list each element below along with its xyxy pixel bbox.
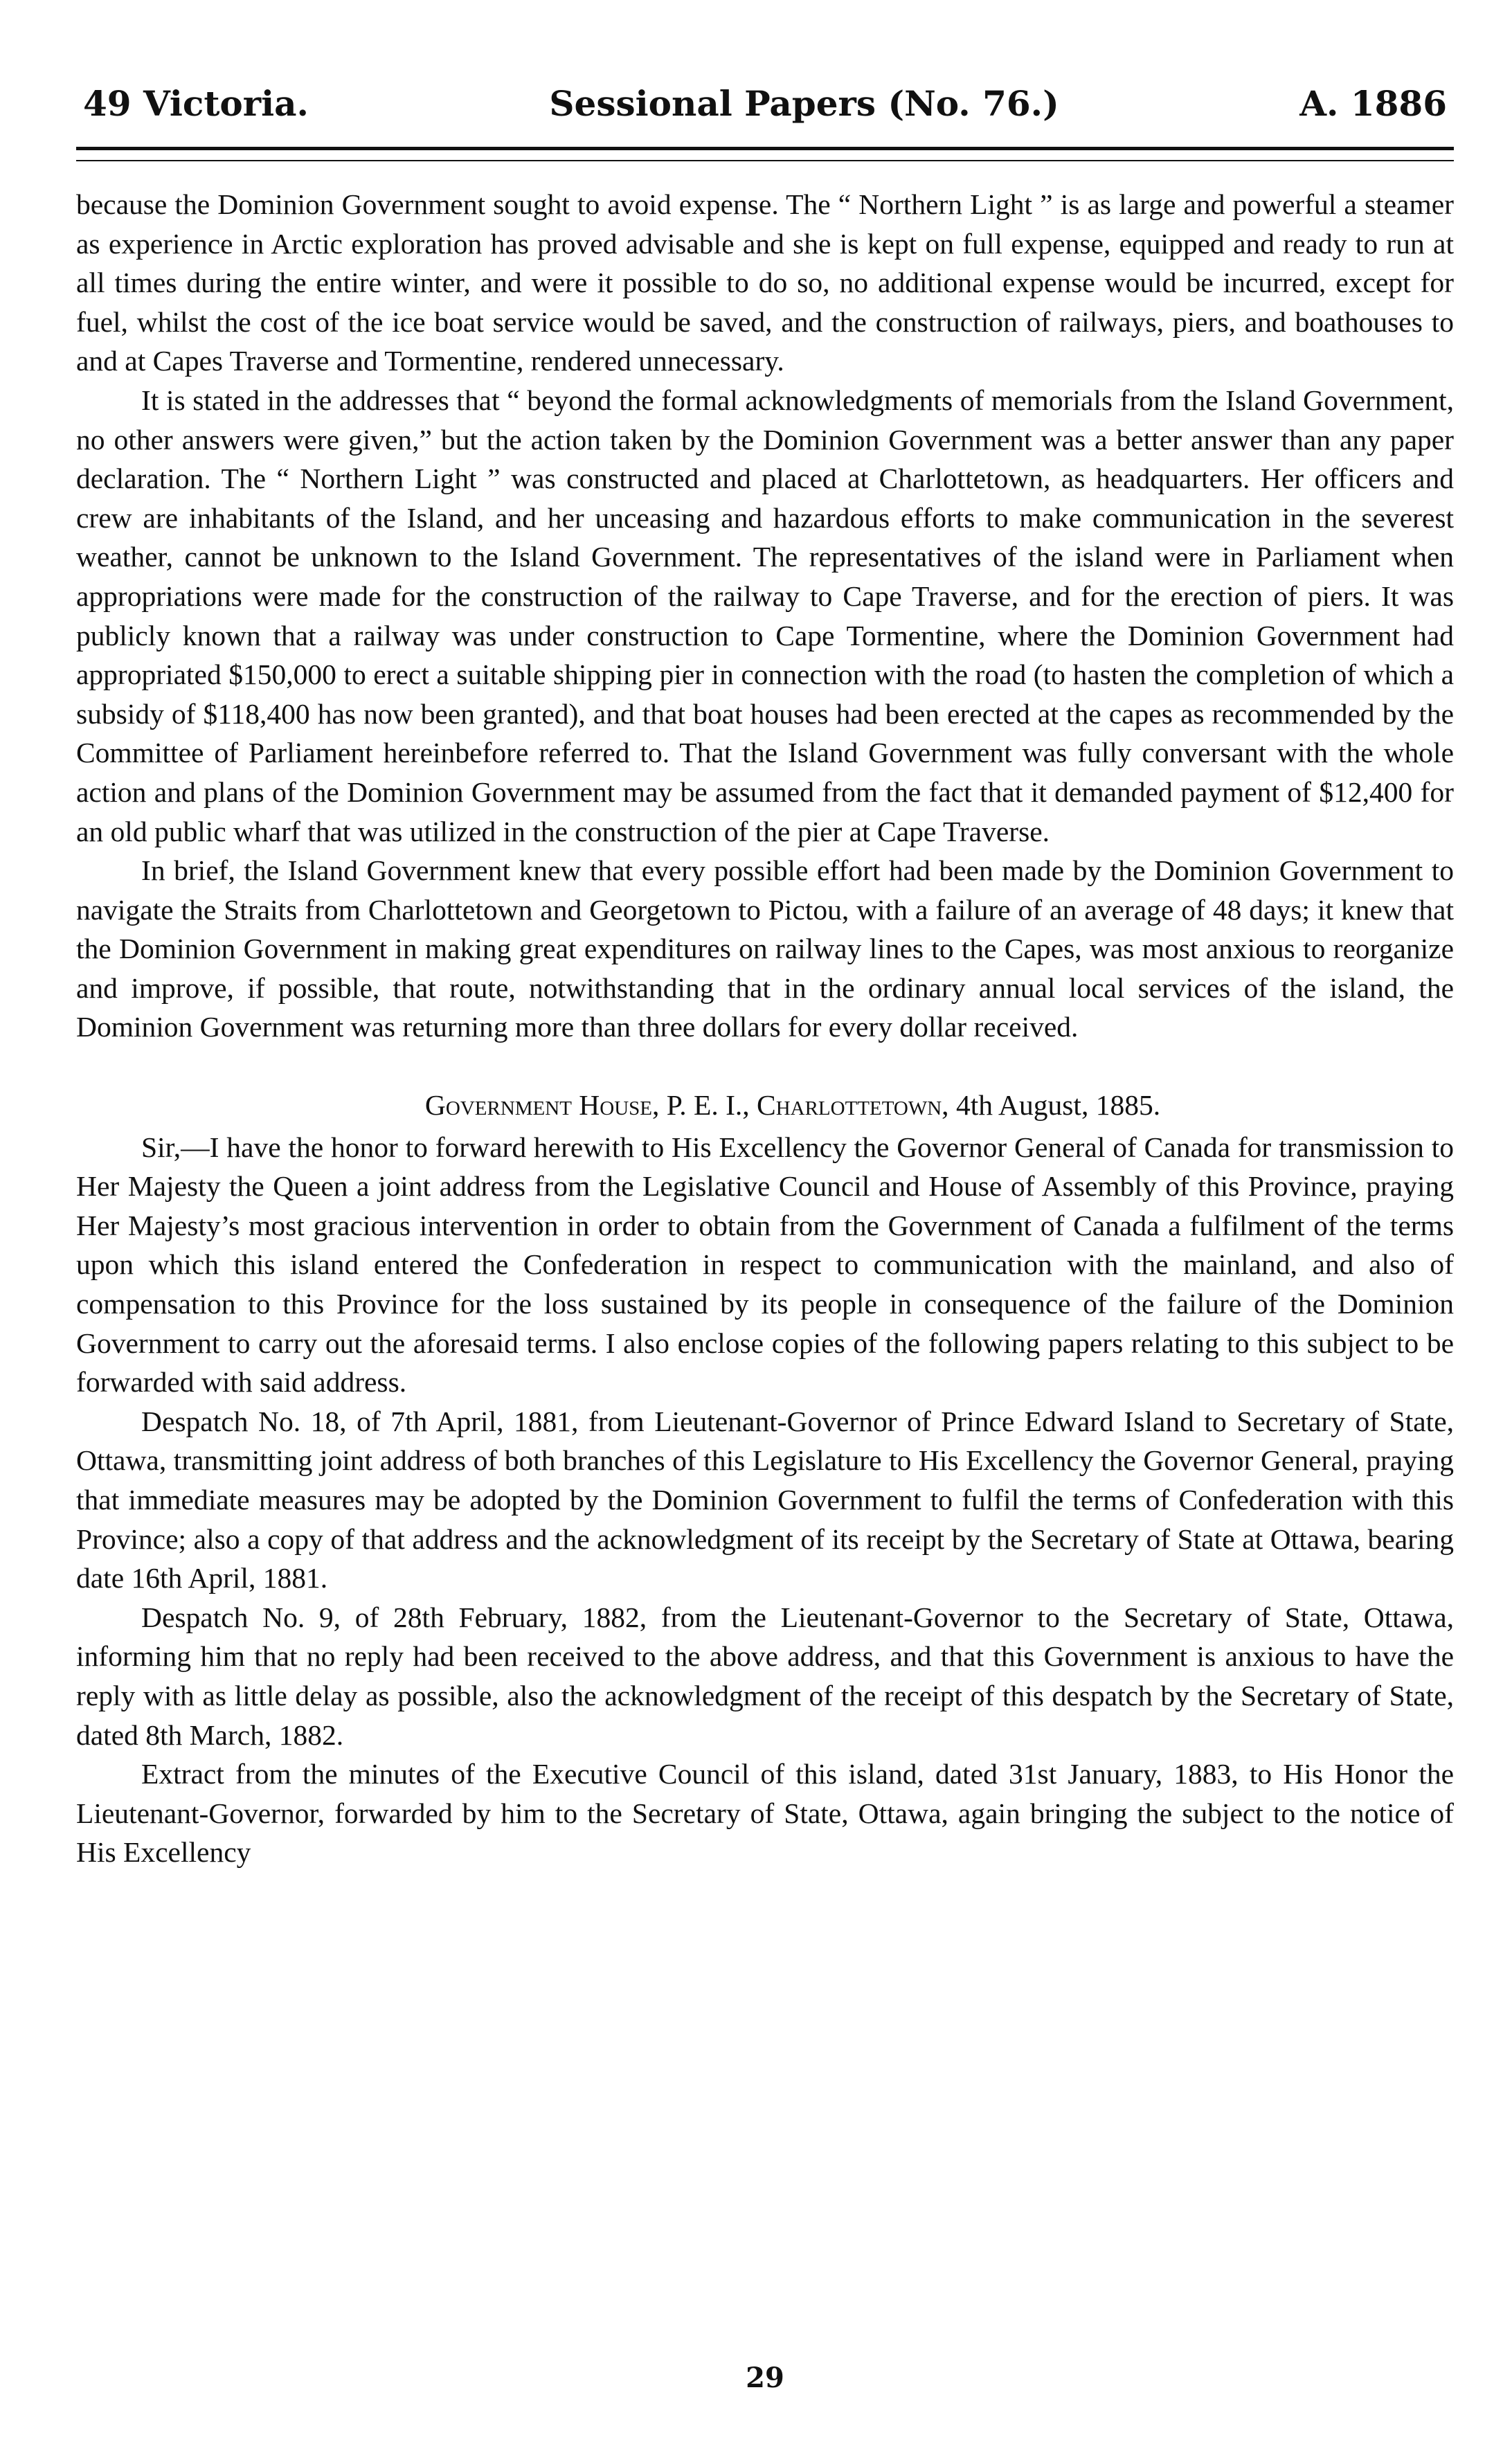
paragraph: It is stated in the addresses that “ beyond the formal acknowledgments of memorials from the Island Government, no other answers were given,” but the action taken by the Dominion Government was a better answer than any paper declaration. The “ Northern Light ” was constructed and placed at Charlottetown, as headquarters. Her officers and crew are inhabitants of the Island, and her unceasing and hazardous efforts to make communication in the severest weather, cannot be unknown to the Island Government. The representatives of the island were in Parliament when appropriations were made for the construction of the railway to Cape Traverse, and for the erection of piers. It was publicly known that a railway was under construction to Cape Tormentine, where the Dominion Government had appropriated $150,000 to erect a suitable shipping pier in connection with the road (to hasten the completion of which a subsidy of $118,400 has now been granted), and that boat houses had been erected at the capes as recommended by the Committee of Parliament hereinbefore referred to. That the Island Government was fully conversant with the whole action and plans of the Dominion Government may be assumed from the fact that it demanded payment of $12,400 for an old public wharf that was utilized in the construction of the pier at Cape Traverse.: [76, 384, 1454, 847]
paragraph: Despatch No. 18, of 7th April, 1881, from Lieutenant-Governor of Prince Edward Island to Secretary of State, Ottawa, transmitting joint address of both branches of this Legislature to His Excellency the Governor General, praying that immediate measures may be adopted by the Dominion Government to fulfil the terms of Confederation with this Province; also a copy of that address and the acknowledgment of its receipt by the Secretary of State at Ottawa, bearing date 16th April, 1881.: [76, 1405, 1454, 1594]
header-session: 49 Victoria.: [83, 83, 309, 124]
paragraph: Extract from the minutes of the Executive Council of this island, dated 31st January, 1883, to His Honor the Lieutenant-Governor, forwarded by him to the Secretary of State, Ottawa, again bringing the subject to the notice of His Excellency: [76, 1758, 1454, 1869]
letter-dateline: [76, 1086, 1454, 1125]
header-title: Sessional Papers (No. 76.): [549, 83, 1059, 124]
dateline-place: Government House, P. E. I., Charlottetown,: [424, 1089, 949, 1122]
paragraph: In brief, the Island Government knew that every possible effort had been made by the Dominion Government to navigate the Straits from Charlottetown and Georgetown to Pictou, with a failure of an average of 48 days; it knew that the Dominion Government in making great expenditures on railway lines to the Capes, was most anxious to reorganize and improve, if possible, that route, notwithstanding that in the ordinary annual local services of the island, the Dominion Government was returning more than three dollars for every dollar received.: [76, 854, 1454, 1043]
running-header: [76, 83, 1454, 132]
paragraph: because the Dominion Government sought to avoid expense. The “ Northern Light ” is as large and powerful a steamer as experience in Arctic exploration has proved advisable and she is kept on full expense, equipped and ready to run at all times during the entire winter, and were it possible to do so, no additional expense would be incurred, except for fuel, whilst the cost of the ice boat service would be saved, and the construction of railways, piers, and boathouses to and at Capes Traverse and Tormentine, rendered unnecessary.: [76, 188, 1454, 377]
header-rule: [76, 147, 1454, 161]
document-page: [76, 83, 1454, 2423]
body-text: [76, 185, 1454, 1872]
paragraph: Sir,—I have the honor to forward herewith to His Excellency the Governor General of Canada for transmission to Her Majesty the Queen a joint address from the Legislative Council and House of Assembly of this Province, praying Her Majesty’s most gracious intervention in order to obtain from the Government of Canada a fulfilment of the terms upon which this island entered the Confederation in respect to communication with the mainland, and also of compensation to this Province for the loss sustained by its people in consequence of the failure of the Dominion Government to carry out the aforesaid terms. I also enclose copies of the following papers relating to this subject to be forwarded with said address.: [76, 1131, 1454, 1399]
header-year: A. 1886: [1299, 83, 1447, 124]
page-number: 29: [746, 2362, 784, 2394]
dateline-date: 4th August, 1885.: [955, 1089, 1161, 1122]
paragraph: Despatch No. 9, of 28th February, 1882, from the Lieutenant-Governor to the Secretary of State, Ottawa, informing him that no reply had been received to the above address, and that this Government is anxious to have the reply with as little delay as possible, also the acknowledgment of the receipt of this despatch by the Secretary of State, dated 8th March, 1882.: [76, 1601, 1454, 1751]
